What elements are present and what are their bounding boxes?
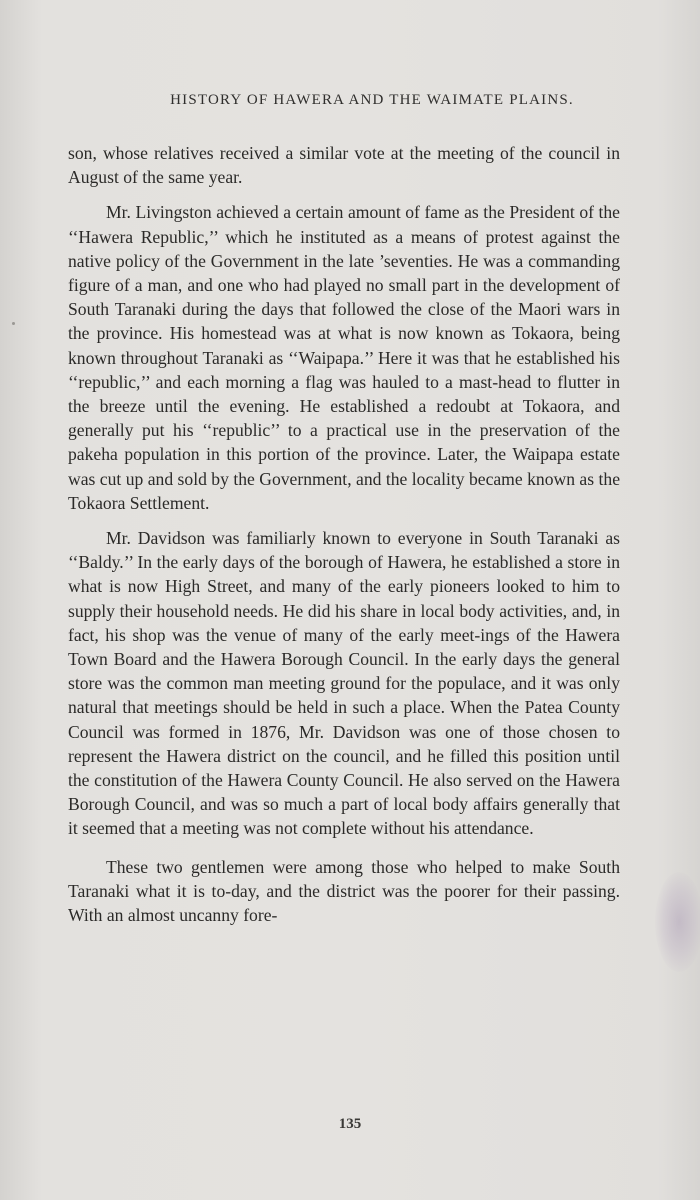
page-number: 135 [338, 1116, 362, 1132]
paragraph-two-gentlemen: These two gentlemen were among those who helped to make South Taranaki what it is to-day, and the district was the poorer for their passing. With an almost uncanny fore- [68, 856, 620, 926]
running-head: HISTORY OF HAWERA AND THE WAIMATE PLAINS. [170, 92, 574, 108]
paragraph-davidson: Mr. Davidson was familiarly known to everyone in South Taranaki as ‘‘Baldy.’’ In the early days of the borough of Hawera, he established a store in what is now High Street, and many of the early pioneers looked to him to supply their household needs. He did his share in local body activities, and, in fact, his shop was the venue of many of the early meet-ings of the Hawera Town Board and the Hawera Borough Council. In the early days the general store was the common man meeting ground for the populace, and it was only natural that meetings should be held in such a place. When the Patea County Council was formed in 1876, Mr. Davidson was one of those chosen to represent the Hawera district on the council, and he filled this position until the constitution of the Hawera County Council. He also served on the Hawera Borough Council, and was so much a part of local body affairs generally that it seemed that a meeting was not complete without his attendance. [68, 528, 620, 839]
paragraph-livingston: Mr. Livingston achieved a certain amount of fame as the President of the ‘‘Hawera Republic,’’ which he instituted as a means of protest against the native policy of the Government in the late ’seventies. He was a commanding figure of a man, and one who had played no small part in the development of South Taranaki during the days that followed the close of the Maori wars in the province. His homestead was at what is now known as Tokaora, being known throughout Taranaki as ‘‘Waipapa.’’ Here it was that he established his ‘‘republic,’’ and each morning a flag was hauled to a mast-head to flutter in the breeze until the evening. He established a redoubt at Tokaora, and generally put his ‘‘republic’’ to a practical use in the preservation of the pakeha population in this portion of the province. Later, the Waipapa estate was cut up and sold by the Government, and the locality became known as the Tokaora Settlement. [68, 202, 620, 513]
paper-speck [12, 322, 15, 325]
paragraph-continued: son, whose relatives received a similar vote at the meeting of the council in August of the same year. [68, 143, 620, 188]
paper-stain [655, 872, 700, 972]
body-text [68, 141, 620, 927]
